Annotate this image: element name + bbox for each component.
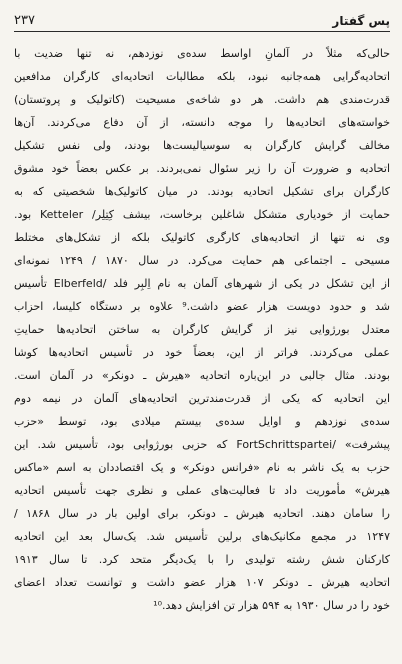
text-line: قدرت‌مندی هم داشت. هر دو شاخه‌ی مسیحیت (کاتولیک و پروتستان) (14, 93, 390, 106)
running-title: پس گفتار (332, 14, 390, 28)
text-line: وی نه تنها از اتحادیه‌های کارگری کاتولیک بلکه از تشکل‌های مختلط (14, 231, 390, 244)
text-line: حمایت از خودیاری متشکل شاغلین برخاست، بیشف کِتِلِر/ Ketteler بود. (14, 208, 390, 221)
text-line: عملی می‌کردند. فراتر از این، بعضاً خود در تأسیس اتحادیه‌ها کوشا (14, 346, 390, 359)
text-line: اتحادیه‌گرایی همه‌جانبه نبود، بلکه مطالبات اتحادیه‌ای کارگران مدافعین (14, 70, 390, 83)
text-line: اتحادیه و ضرورت آن را زیر سئوال نمی‌بردند. بر عکس بعضاً خود مشوق (14, 162, 390, 175)
text-line: خواسته‌های اتحادیه‌ها را موجه دانسته، از آن دفاع می‌کردند. آن‌ها (14, 116, 390, 129)
text-line: اتحادیه هیرش ـ دونکر ۱۰۷ هزار عضو داشت و توانست تعداد اعضای (14, 576, 390, 589)
text-line: کارکنان شش رشته تولیدی را با یک‌دیگر متحد کرد. تا سال ۱۹۱۳ (14, 553, 390, 566)
text-line: مخالف گرایش کارگران به سوسیالیست‌ها بودند، ولی نفس تشکیل (14, 139, 390, 152)
text-line: کارگران برای تشکیل اتحادیه بودند. در میان کاتولیک‌ها شخصیتی که به (14, 185, 390, 198)
text-line: را سامان دهند. اتحادیه هیرش ـ دونکر، برای اولین بار در سال ۱۸۶۸ / (14, 507, 390, 520)
text-line: مسیحی ـ اجتماعی هم حمایت می‌کرد. در سال ۱۸۷۰ / ۱۲۴۹ نمونه‌ای (14, 254, 390, 267)
text-line: حزب به یک ناشر به نام «فرانس دونکر» و یک اقتصاددان به اسم «ماکس (14, 461, 390, 474)
text-line: خود را در سال ۱۹۳۰ به ۵۹۴ هزار تن افزایش دهد.¹⁰ (153, 599, 390, 612)
text-line: بودند. مثال جالبی در این‌باره اتحادیه «هیرش ـ دونکر» در آلمان است. (14, 369, 390, 382)
page-number: ۲۳۷ (14, 13, 35, 28)
text-line: از این تشکل در یکی از شهرهای آلمان به نام اِلبِر فلد /Elberfeld تأسیس (14, 277, 390, 290)
text-line: سده‌ی نوزدهم و اوایل سده‌ی بیستم میلادی بود، توسط «حزب (14, 415, 390, 428)
text-line: پیشرفت» /FortSchrittspartei که حزبی بورژوایی بود، تأسیس شد. این (14, 438, 390, 451)
text-line: این اتحادیه که یکی از قدرت‌مندترین اتحادیه‌های آلمان در نیمه دوم (14, 392, 390, 405)
text-line: شد و حدود دویست هزار عضو داشت.⁹ علاوه بر دستگاه کلیسا، احزاب (14, 300, 390, 313)
text-line: معتدل بورژوایی نیز از گرایش کارگران به ساختن اتحادیه‌ها حمایتِ (14, 323, 390, 336)
body-text (14, 42, 390, 617)
text-line: حالی‌که مثلاً در آلمانِ اواسط سده‌ی نوزدهم، نه تنها ضدیت با (14, 47, 390, 60)
page-header (14, 6, 390, 28)
header-rule (14, 31, 390, 32)
text-line: ۱۲۴۷ در مجمع مکانیک‌های برلین تأسیس شد. یک‌سال بعد این اتحادیه (14, 530, 390, 543)
text-line: هیرش» مأموریت داد تا فعالیت‌های عملی و نظری جهت تأسیس اتحادیه (14, 484, 390, 497)
